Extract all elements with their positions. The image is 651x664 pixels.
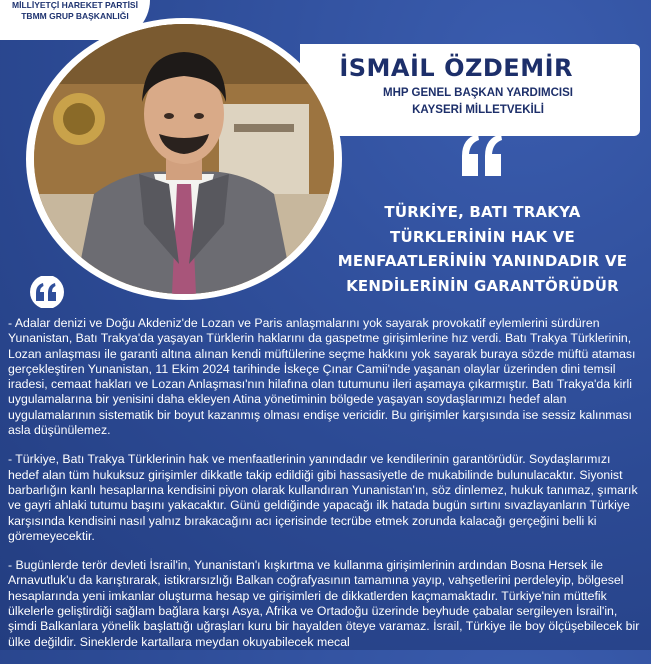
small-quote-icon xyxy=(28,276,66,313)
party-group: TBMM GRUP BAŞKANLIĞI xyxy=(21,11,129,21)
role-title: MHP GENEL BAŞKAN YARDIMCISI xyxy=(383,87,573,99)
role-constituency: KAYSERİ MİLLETVEKİLİ xyxy=(412,104,544,116)
large-quote-icon xyxy=(458,132,506,181)
headline-quote: TÜRKİYE, BATI TRAKYA TÜRKLERİNİN HAK VE MENFAATLERİNİN YANINDADIR VE KENDİLERİNİN GARANTÖRÜDÜR xyxy=(337,203,628,295)
person-name: İSMAİL ÖZDEMİR xyxy=(339,54,573,82)
paragraph-1: - Adalar denizi ve Doğu Akdeniz'de Lozan ve Paris anlaşmalarını yok sayarak provokatif eylemlerini sürdüren Yunanistan, Batı Trakya'da yaşayan Türklerin haklarını da gaspetme girişimlerine hız verdi. Batı Trakya Türklerinin, Lozan anlaşması ile garanti altına alınan kendi müftülerine seçme hakkını yok sayarak buraya sözde müftü ataması gerçekleştiren Yunanistan, 11 Ekim 2024 tarihinde İskeçe Çınar Camii'nde yaşanan olaylar üzerinden dini temsil iradesi, cemaat hakları ve Lozan Anlaşması'nın hilafına olan tutumunu ileri aşamaya çıkarmıştır. Batı Trakya'da kirli uygulamalarına bir yenisini daha ekleyen Atina yönetiminin bölgede yaşayan soydaşlarımızı hedef alan uygulamalarının sistematik bir boyut kazanmış olması endişe vericidir. Bu girişimler karşısında ise sessiz kalınması asla düşünülemez. xyxy=(8,316,636,438)
person-role xyxy=(383,85,573,119)
statement-body xyxy=(8,316,644,664)
paragraph-3: - Bugünlerde terör devleti İsrail'in, Yunanistan'ı kışkırtma ve kullanma girişimlerinin ardından Bosna Hersek ile Arnavutluk'u da karıştırarak, istikrarsızlığı Balkan coğrafyasının tamamına yayıp, vahşetlerini perdeleyip, bölgesel hesaplarında yeni imkanlar oluşturma hesap ve girişimleri de dikkatlerden kaçmamaktadır. Türkiye'nin müttefik ülkelerle geliştirdiği sağlam bağlara karşı Asya, Afrika ve Ortadoğu üzerinde beyhude çabalar sergileyen İsrail'in, şimdi Balkanlara yönelik başlattığı uğraşları kuru bir hayalden öteye varamaz. İsrail, Türkiye ile boy ölçüşebilecek bir ülke değildir. Sineklerde kartallara meydan okuyabilecek mecal xyxy=(8,558,640,649)
portrait-photo xyxy=(34,24,334,294)
paragraph-2: - Türkiye, Batı Trakya Türklerinin hak ve menfaatlerinin yanındadır ve kendilerinin garantörüdür. Soydaşlarımızı hedef alan tüm hukuksuz girişimler dikkatle takip edildiği gibi hassasiyetle de mukabilinde bulunulacaktır. Siyonist barbarlığın kanlı hesaplarına kendisini piyon olarak kullandıran Yunanistan'ın, söz dinlemez, hukuk tanımaz, şımarık ve gayri ahlaki tutumu başını yakacaktır. Günü geldiğinde yapacağı ilk hatada bugün sırtını sıvazlayanların Türkiye karşısında kendisini nasıl yalnız bırakacağını acı içerisinde tecrübe etmek zorunda kalacağı gerçeğini belli ki göremeyecektir. xyxy=(8,452,638,543)
party-name: MİLLİYETÇİ HAREKET PARTİSİ xyxy=(12,0,138,10)
